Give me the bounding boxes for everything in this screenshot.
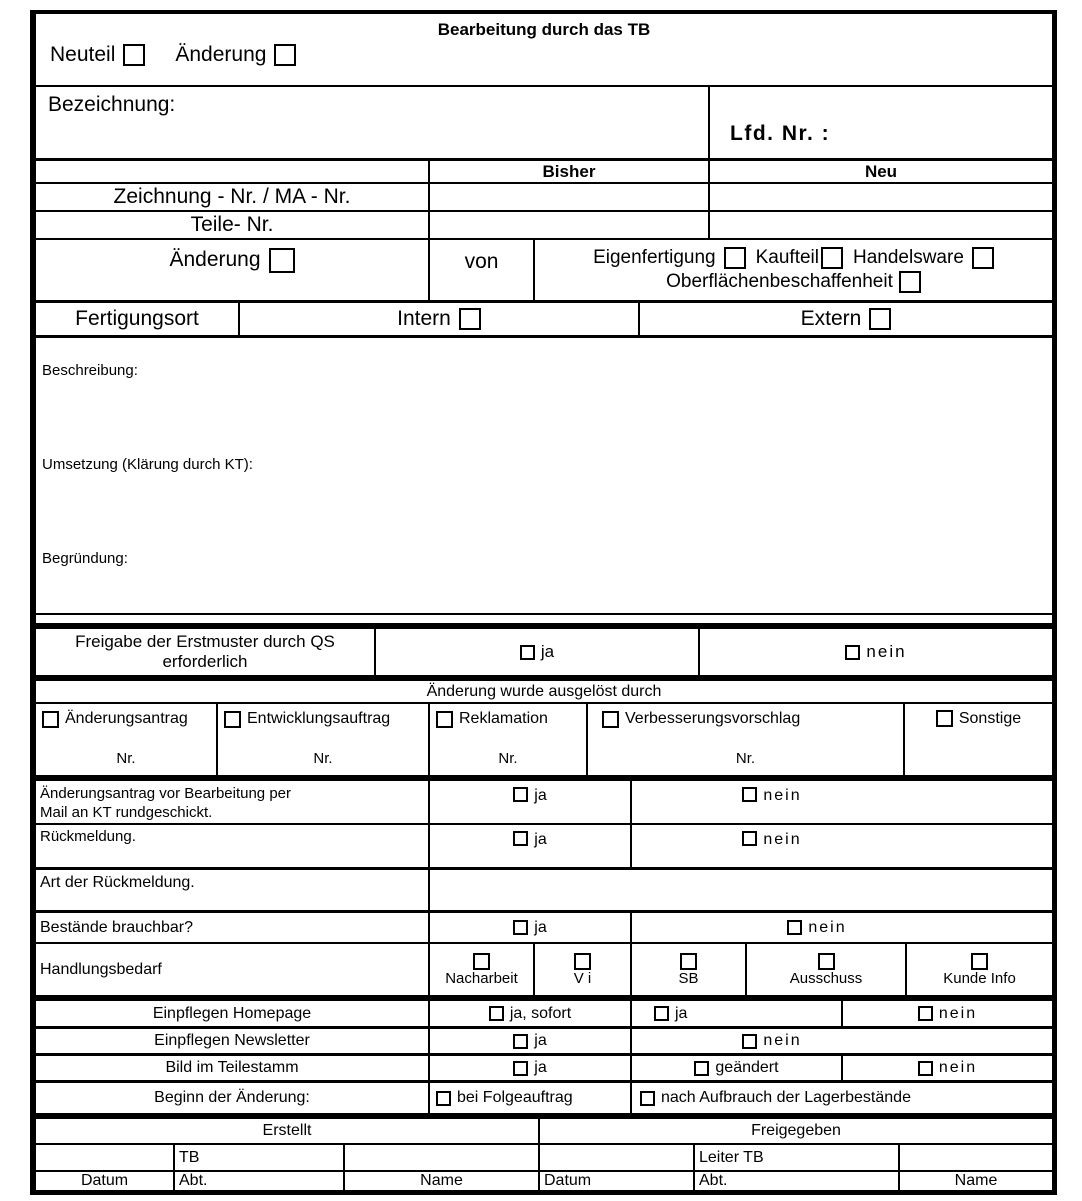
- rueckmeldung-nein-label: nein: [763, 831, 802, 848]
- von-cell: [430, 240, 535, 300]
- fertigungsart-line2: [666, 271, 921, 293]
- rueckmeldung-row: [36, 823, 1052, 867]
- mail-label: Änderungsantrag vor Bearbeitung per Mail an KT rundgeschickt.: [36, 781, 430, 823]
- intern-checkbox[interactable]: [459, 308, 481, 330]
- erstellt-datum-label: Datum: [36, 1172, 175, 1190]
- intern-cell: [240, 303, 640, 335]
- newsletter-nein-label: nein: [763, 1032, 802, 1049]
- fertigungsart-line1: [593, 247, 994, 269]
- sb-checkbox[interactable]: [680, 953, 697, 970]
- homepage-ja-label: ja: [675, 1004, 688, 1022]
- bild-nein-cell: [843, 1056, 1052, 1080]
- ausschuss-checkbox[interactable]: [818, 953, 835, 970]
- aenderungsantrag-checkbox[interactable]: [42, 711, 59, 728]
- freitext-box[interactable]: [36, 335, 1052, 613]
- erstellt-datum-input[interactable]: [36, 1145, 175, 1170]
- umsetzung-label: Umsetzung (Klärung durch KT):: [42, 456, 253, 473]
- art-label: Art der Rückmeldung.: [36, 870, 430, 910]
- entwicklungsauftrag-checkbox[interactable]: [224, 711, 241, 728]
- begruendung-label: Begründung:: [42, 550, 128, 567]
- handelsware-label: Handelsware: [853, 247, 964, 268]
- mail-ja-cell: [430, 781, 632, 823]
- neu-header: Neu: [864, 161, 898, 181]
- ausschuss-cell: [747, 944, 907, 995]
- mail-nein-label: nein: [763, 787, 802, 804]
- bestaende-ja-checkbox[interactable]: [513, 920, 528, 935]
- aenderung-von-row: [36, 238, 1052, 300]
- rueckmeldung-ja-label: ja: [534, 831, 547, 848]
- eigenfertigung-checkbox[interactable]: [724, 247, 746, 269]
- bild-ja-checkbox[interactable]: [513, 1061, 528, 1076]
- newsletter-nein-checkbox[interactable]: [742, 1034, 757, 1049]
- aenderung-label: Änderung: [175, 43, 267, 66]
- mail-row: [36, 775, 1052, 823]
- ausschuss-label: Ausschuss: [789, 969, 863, 987]
- homepage-label: Einpflegen Homepage: [36, 1001, 430, 1026]
- rueckmeldung-nein-checkbox[interactable]: [742, 831, 757, 846]
- bild-row: [36, 1053, 1052, 1080]
- newsletter-ja-cell: [430, 1029, 632, 1053]
- aufbrauch-label: nach Aufbrauch der Lagerbestände: [661, 1089, 911, 1106]
- kaufteil-label: Kaufteil: [755, 247, 819, 268]
- teile-label: Teile- Nr.: [36, 212, 430, 238]
- homepage-nein-label: nein: [938, 1004, 978, 1022]
- signature-role-row: [36, 1143, 1052, 1170]
- bisher-header: Bisher: [430, 161, 710, 182]
- freigabe-nein-checkbox[interactable]: [845, 645, 860, 660]
- verbesserungsvorschlag-label: Verbesserungsvorschlag: [625, 710, 801, 727]
- nacharbeit-cell: [430, 944, 535, 995]
- freigabe-ja-label: ja: [540, 642, 555, 661]
- ausgeloest-title-row: [36, 675, 1052, 702]
- homepage-ja-cell: [632, 1001, 843, 1026]
- extern-label: Extern: [800, 307, 862, 330]
- mail-nein-cell: [632, 781, 1052, 823]
- erstellt-abt-label: Abt.: [175, 1172, 345, 1190]
- handelsware-checkbox[interactable]: [972, 247, 994, 269]
- change-request-form: [30, 10, 1057, 1195]
- handlungsbedarf-label: Handlungsbedarf: [36, 944, 430, 995]
- verbesserungsvorschlag-checkbox[interactable]: [602, 711, 619, 728]
- aenderungsantrag-label: Änderungsantrag: [65, 710, 188, 727]
- bezeichnung-row: [36, 85, 1052, 158]
- beginn-folgeauftrag-cell: [430, 1083, 632, 1113]
- tb-cell: TB: [175, 1145, 345, 1170]
- opt-aenderungsantrag-cell: [36, 704, 218, 775]
- compare-header-row: [36, 158, 1052, 182]
- zeichnung-row: [36, 182, 1052, 210]
- fertigungsart-cell: [535, 240, 1052, 300]
- freigabe-label: Freigabe der Erstmuster durch QS erforderlich: [36, 629, 376, 675]
- form-title: Bearbeitung durch das TB: [437, 20, 651, 39]
- ausgeloest-title: Änderung wurde ausgelöst durch: [426, 682, 662, 700]
- bild-label: Bild im Teilestamm: [36, 1056, 430, 1080]
- rueckmeldung-label: Rückmeldung.: [36, 825, 430, 867]
- leiter-tb-cell: Leiter TB: [695, 1145, 900, 1170]
- homepage-nein-cell: [843, 1001, 1052, 1026]
- freigegeben-name-label: Name: [954, 1172, 998, 1189]
- homepage-row: [36, 995, 1052, 1026]
- aufbrauch-checkbox[interactable]: [640, 1091, 655, 1106]
- rueckmeldung-ja-checkbox[interactable]: [513, 831, 528, 846]
- beginn-label: Beginn der Änderung:: [36, 1083, 430, 1113]
- zeichnung-neu-input[interactable]: [710, 184, 1052, 210]
- nacharbeit-label: Nacharbeit: [445, 969, 518, 987]
- beginn-aufbrauch-cell: [632, 1083, 1052, 1113]
- newsletter-ja-checkbox[interactable]: [513, 1034, 528, 1049]
- beschreibung-label: Beschreibung:: [42, 362, 138, 379]
- bild-ja-label: ja: [534, 1059, 547, 1076]
- bestaende-ja-cell: [430, 913, 632, 942]
- erstellt-header: Erstellt: [36, 1119, 540, 1143]
- neuteil-checkbox[interactable]: [123, 44, 145, 66]
- bestaende-label: Bestände brauchbar?: [36, 913, 430, 942]
- compare-header-spacer: [36, 161, 430, 182]
- rueckmeldung-nein-cell: [632, 825, 1052, 867]
- lfd-nr-label: Lfd. Nr. :: [730, 122, 831, 145]
- signature-header-row: [36, 1113, 1052, 1143]
- signature-field-row: [36, 1170, 1052, 1190]
- oberflaeche-label: Oberflächenbeschaffenheit: [666, 271, 893, 292]
- newsletter-nein-cell: [632, 1029, 1052, 1053]
- sonstige-label: Sonstige: [958, 710, 1022, 727]
- vi-label: V i: [573, 969, 592, 987]
- homepage-ja-sofort-label: ja, sofort: [509, 1004, 572, 1022]
- erstellt-name-input[interactable]: [345, 1145, 540, 1170]
- aenderung-cell: [36, 240, 430, 300]
- kunde-info-cell: [907, 944, 1052, 995]
- bild-geaendert-cell: [632, 1056, 843, 1080]
- reklamation-checkbox[interactable]: [436, 711, 453, 728]
- header-row: [36, 20, 1052, 85]
- bild-geaendert-checkbox[interactable]: [694, 1061, 709, 1076]
- beginn-row: [36, 1080, 1052, 1113]
- opt-entwicklungsauftrag-cell: [218, 704, 430, 775]
- bestaende-nein-label: nein: [808, 918, 847, 936]
- mail-nein-checkbox[interactable]: [742, 787, 757, 802]
- bild-ja-cell: [430, 1056, 632, 1080]
- folgeauftrag-checkbox[interactable]: [436, 1091, 451, 1106]
- bild-geaendert-label: geändert: [715, 1059, 779, 1076]
- art-row: [36, 867, 1052, 910]
- kunde-info-checkbox[interactable]: [971, 953, 988, 970]
- bild-nein-checkbox[interactable]: [918, 1061, 933, 1076]
- homepage-ja-sofort-checkbox[interactable]: [489, 1006, 504, 1021]
- rueckmeldung-ja-cell: [430, 825, 632, 867]
- newsletter-ja-label: ja: [534, 1032, 547, 1049]
- teile-neu-input[interactable]: [710, 212, 1052, 238]
- aenderung-checkbox[interactable]: [274, 44, 296, 66]
- freigabe-nein-label: nein: [866, 642, 907, 661]
- opt-verbesserung-cell: [588, 704, 905, 775]
- eigenfertigung-label: Eigenfertigung: [593, 247, 716, 268]
- teile-bisher-input[interactable]: [430, 212, 710, 238]
- fertigungsort-label: Fertigungsort: [36, 303, 240, 335]
- aenderungsantrag-nr-label: Nr.: [116, 750, 136, 767]
- art-input[interactable]: [430, 870, 1052, 910]
- erstellt-name-label: Name: [345, 1172, 540, 1190]
- extern-cell: [640, 303, 1052, 335]
- von-label: von: [464, 250, 499, 273]
- bestaende-nein-cell: [632, 913, 1052, 942]
- lfd-nr-cell[interactable]: [710, 87, 1052, 158]
- freigabe-nein-cell: [700, 629, 1052, 675]
- newsletter-label: Einpflegen Newsletter: [36, 1029, 430, 1053]
- reklamation-nr-label: Nr.: [498, 750, 518, 767]
- freigegeben-datum-input[interactable]: [540, 1145, 695, 1170]
- bestaende-row: [36, 910, 1052, 942]
- freigabe-ja-checkbox[interactable]: [520, 645, 535, 660]
- zeichnung-label: Zeichnung - Nr. / MA - Nr.: [36, 184, 430, 210]
- teile-row: [36, 210, 1052, 238]
- verbesserung-nr-label: Nr.: [735, 750, 756, 767]
- sb-label: SB: [678, 969, 699, 987]
- kunde-info-label: Kunde Info: [943, 969, 1016, 987]
- kaufteil-checkbox[interactable]: [821, 247, 843, 269]
- zeichnung-bisher-input[interactable]: [430, 184, 710, 210]
- reklamation-label: Reklamation: [459, 710, 548, 727]
- vi-checkbox[interactable]: [574, 953, 591, 970]
- vi-cell: [535, 944, 632, 995]
- bestaende-ja-label: ja: [534, 918, 547, 936]
- aenderung-row-checkbox[interactable]: [269, 248, 295, 273]
- extern-checkbox[interactable]: [869, 308, 891, 330]
- oberflaeche-checkbox[interactable]: [899, 271, 921, 293]
- aenderung-row-label: Änderung: [169, 248, 261, 271]
- bestaende-nein-checkbox[interactable]: [787, 920, 802, 935]
- bild-nein-label: nein: [938, 1059, 978, 1076]
- homepage-ja-sofort-cell: [430, 1001, 632, 1026]
- freigabe-row: [36, 623, 1052, 675]
- entwicklungsauftrag-nr-label: Nr.: [313, 750, 333, 767]
- bezeichnung-cell[interactable]: [36, 87, 710, 158]
- intern-label: Intern: [397, 307, 451, 330]
- fertigungsort-row: [36, 300, 1052, 335]
- freigegeben-name-input[interactable]: [900, 1145, 1052, 1170]
- neuteil-label: Neuteil: [50, 43, 116, 66]
- handlungsbedarf-row: [36, 942, 1052, 995]
- freigegeben-datum-label: Datum: [540, 1172, 695, 1190]
- mail-ja-label: ja: [534, 787, 547, 804]
- homepage-nein-checkbox[interactable]: [918, 1006, 933, 1021]
- freigegeben-header: Freigegeben: [751, 1122, 841, 1139]
- homepage-ja-checkbox[interactable]: [654, 1006, 669, 1021]
- freigabe-ja-cell: [376, 629, 700, 675]
- bezeichnung-label: Bezeichnung:: [48, 93, 176, 116]
- folgeauftrag-label: bei Folgeauftrag: [457, 1089, 573, 1106]
- sb-cell: [632, 944, 747, 995]
- opt-reklamation-cell: [430, 704, 588, 775]
- part-type-line: [36, 43, 1052, 67]
- opt-sonstige-cell: [905, 704, 1052, 775]
- freigegeben-abt-label: Abt.: [695, 1172, 900, 1190]
- mail-ja-checkbox[interactable]: [513, 787, 528, 802]
- spacer-strip: [36, 613, 1052, 623]
- ausgeloest-options-row: [36, 702, 1052, 775]
- newsletter-row: [36, 1026, 1052, 1053]
- nacharbeit-checkbox[interactable]: [473, 953, 490, 970]
- entwicklungsauftrag-label: Entwicklungsauftrag: [247, 710, 391, 727]
- sonstige-checkbox[interactable]: [936, 710, 953, 727]
